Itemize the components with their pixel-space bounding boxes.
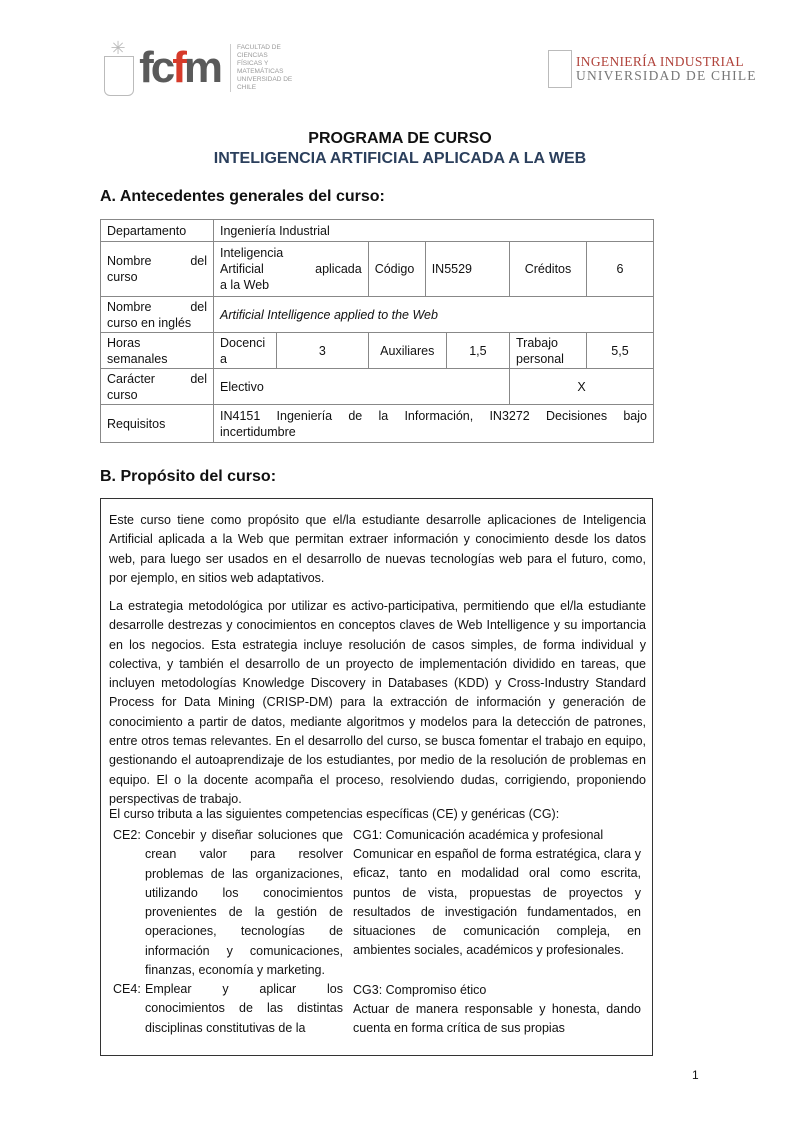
- fcfm-logo: [100, 38, 310, 98]
- competencies-intro: El curso tributa a las siguientes competencias específicas (CE) y genéricas (CG):: [109, 807, 560, 821]
- logo-line-1: INGENIERÍA INDUSTRIAL: [576, 54, 744, 69]
- nombre-label: Nombre del curso: [101, 242, 214, 297]
- nombre-ingles-label: Nombre del curso en inglés: [101, 297, 214, 333]
- cg3-title: CG3: Compromiso ético: [353, 983, 487, 997]
- fcfm-wordmark: fcfm: [139, 43, 220, 92]
- creditos-value: 6: [587, 242, 654, 297]
- docencia-value: 3: [277, 333, 369, 369]
- caracter-mark: X: [510, 369, 654, 405]
- departamento-value: Ingeniería Industrial: [214, 220, 654, 242]
- caracter-label: Carácter del curso: [101, 369, 214, 405]
- codigo-value: IN5529: [425, 242, 509, 297]
- auxiliares-value: 1,5: [446, 333, 509, 369]
- course-info-table: [100, 219, 654, 443]
- caracter-value: Electivo: [214, 369, 510, 405]
- auxiliares-label: Auxiliares: [368, 333, 446, 369]
- cg1-title: CG1: Comunicación académica y profesional: [353, 828, 604, 842]
- logo-line-2: UNIVERSIDAD DE CHILE: [576, 68, 757, 83]
- docencia-label: Docenci a: [214, 333, 277, 369]
- horas-label: Horas semanales: [101, 333, 214, 369]
- ingenieria-industrial-logo: [548, 50, 757, 88]
- fcfm-subtitle: FACULTAD DE CIENCIAS FÍSICAS Y MATEMÁTICAS UNIVERSIDAD DE CHILE: [230, 44, 310, 92]
- purpose-paragraph-1: Este curso tiene como propósito que el/la estudiante desarrolle aplicaciones de Inteligencia Artificial aplicada a la Web que permitan extraer información y conocimiento desde los datos web, para luego ser usados en el desarrollo de nuevas tecnologías web para el futuro, como, por ejemplo, en sitios web adaptativos.: [109, 513, 646, 585]
- nombre-ingles-value: Artificial Intelligence applied to the Web: [214, 297, 654, 333]
- ce4-code: CE4:: [113, 982, 141, 996]
- university-crest-icon: ✳: [100, 40, 133, 96]
- cg3-text: Actuar de manera responsable y honesta, dando cuenta en forma crítica de sus propias: [353, 1002, 641, 1036]
- course-title: INTELIGENCIA ARTIFICIAL APLICADA A LA WEB: [213, 150, 587, 167]
- trabajo-personal-value: 5,5: [587, 333, 654, 369]
- page-number: 1: [692, 1068, 699, 1082]
- nombre-value: Inteligencia Artificial aplicada a la Web: [214, 242, 369, 297]
- university-crest-icon: [548, 50, 572, 88]
- ce4-text: Emplear y aplicar los conocimientos de las distintas disciplinas constitutivas de la: [145, 982, 343, 1035]
- departamento-label: Departamento: [101, 220, 214, 242]
- ce2-code: CE2:: [113, 828, 141, 842]
- section-a-heading: A. Antecedentes generales del curso:: [100, 188, 385, 205]
- trabajo-personal-label: Trabajo personal: [510, 333, 587, 369]
- ce2-text: Concebir y diseñar soluciones que crean valor para resolver problemas de las organizaciones, utilizando los conocimientos provenientes de la gestión de operaciones, tecnologías de información y comunicaciones, finanzas, economía y marketing.: [145, 828, 343, 978]
- section-b-heading: B. Propósito del curso:: [100, 468, 277, 485]
- codigo-label: Código: [368, 242, 425, 297]
- requisitos-label: Requisitos: [101, 405, 214, 443]
- requisitos-value: IN4151 Ingeniería de la Información, IN3272 Decisiones bajo incertidumbre: [214, 405, 654, 443]
- purpose-paragraph-2: La estrategia metodológica por utilizar es activo-participativa, permitiendo que el/la estudiante desarrolle destrezas y conocimientos en conceptos claves de Web Intelligence y su importancia en los negocios. Esta estrategia incluye resolución de casos simples, de forma individual y colectiva, y también el desarrollo de un proyecto de implementación dividido en tareas, que incluyen metodologías Knowledge Discovery in Databases (KDD) y Cross-Industry Standard Process for Data Mining (CRISP-DM) para la extracción de información y generación de conocimiento a partir de datos, mediante algoritmos y modelos para la detección de patrones, entre otros temas relevantes. En el desarrollo del curso, se busca fomentar el trabajo en equipo, gestionando el autoaprendizaje de los estudiantes, por medio de la resolución de problemas en equipo. El o la docente acompaña el proceso, resolviendo dudas, corrigiendo, proponiendo perspectivas de trabajo.: [109, 599, 646, 806]
- purpose-box: [100, 498, 653, 1056]
- creditos-label: Créditos: [510, 242, 587, 297]
- document-title: PROGRAMA DE CURSO: [308, 130, 492, 147]
- cg1-text: Comunicar en español de forma estratégica, clara y eficaz, tanto en modalidad oral como escrita, puntos de vista, propuestas de proyectos y resultados de investigación fundamentados, en situaciones de comunicación compleja, en ambientes sociales, académicos y profesionales.: [353, 847, 641, 958]
